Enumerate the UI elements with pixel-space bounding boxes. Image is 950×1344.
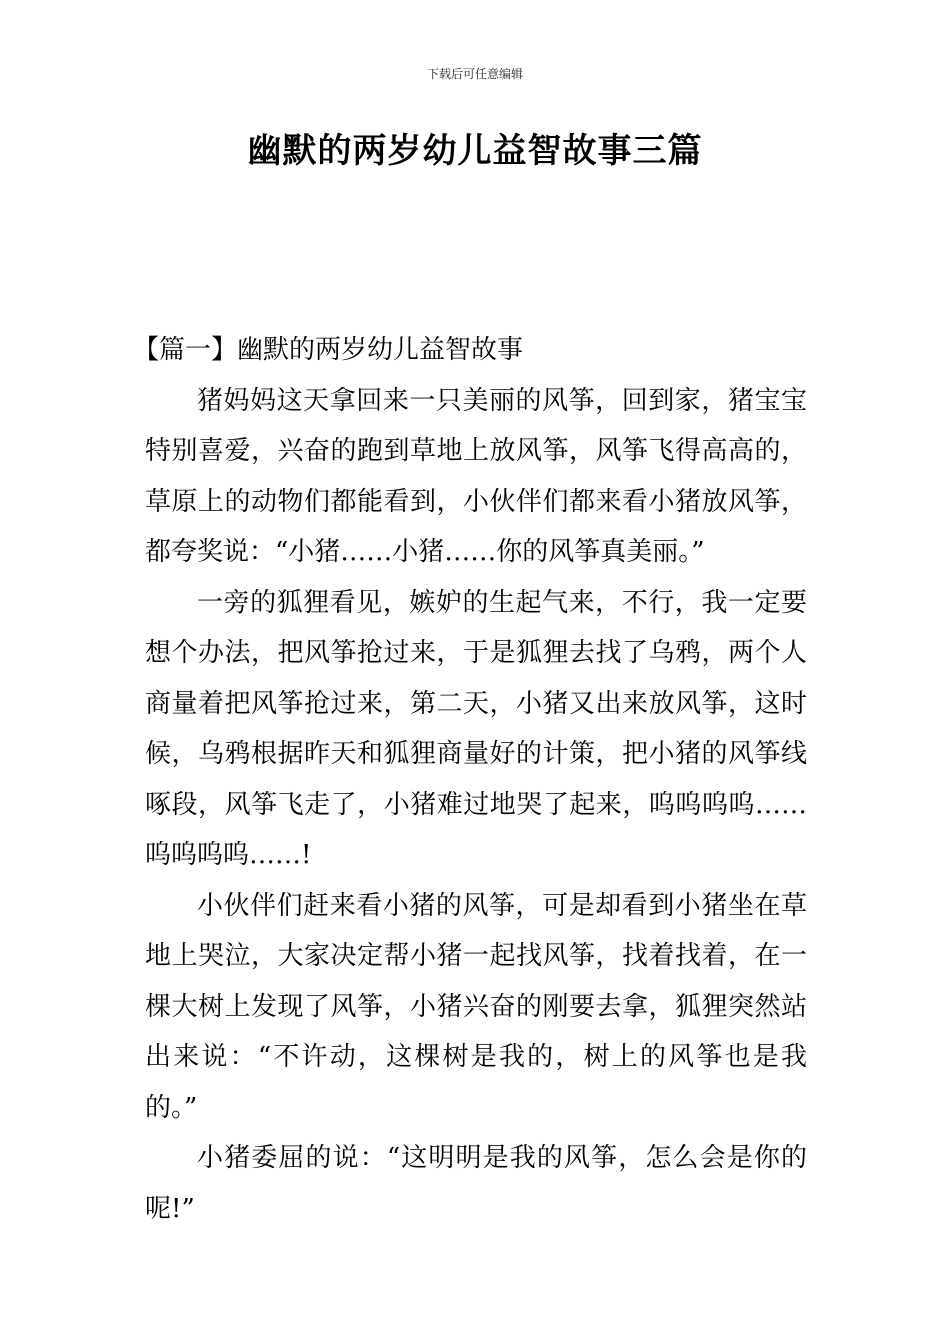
paragraph-2: 一旁的狐狸看见，嫉妒的生起气来，不行，我一定要想个办法，把风筝抢过来，于是狐狸去找了乌鸦，两个人商量着把风筝抢过来，第二天，小猪又出来放风筝，这时候，乌鸦根据昨天和狐狸商量好的计策，把小猪的风筝线啄段，风筝飞走了，小猪难过地哭了起来，呜呜呜呜……呜呜呜呜……!: [145, 587, 807, 870]
header-note: 下载后可任意编辑: [426, 67, 523, 81]
paragraph-1: 猪妈妈这天拿回来一只美丽的风筝，回到家，猪宝宝特别喜爱，兴奋的跑到草地上放风筝，风筝飞得高高的，草原上的动物们都能看到，小伙伴们都来看小猪放风筝，都夸奖说：“小猪……小猪……你的风筝真美丽。”: [145, 385, 807, 567]
document-body: [133, 325, 807, 1234]
document-title: 幽默的两岁幼儿益智故事三篇: [247, 131, 703, 171]
paragraph-3: 小伙伴们赶来看小猪的风筝，可是却看到小猪坐在草地上哭泣，大家决定帮小猪一起找风筝，找着找着，在一棵大树上发现了风筝，小猪兴奋的刚要去拿，狐狸突然站出来说：“不许动，这棵树是我的，树上的风筝也是我的。”: [145, 890, 807, 1123]
section-heading: 【篇一】幽默的两岁幼儿益智故事: [133, 335, 524, 365]
paragraph-4: 小猪委屈的说：“这明明是我的风筝，怎么会是你的呢!”: [145, 1143, 807, 1224]
